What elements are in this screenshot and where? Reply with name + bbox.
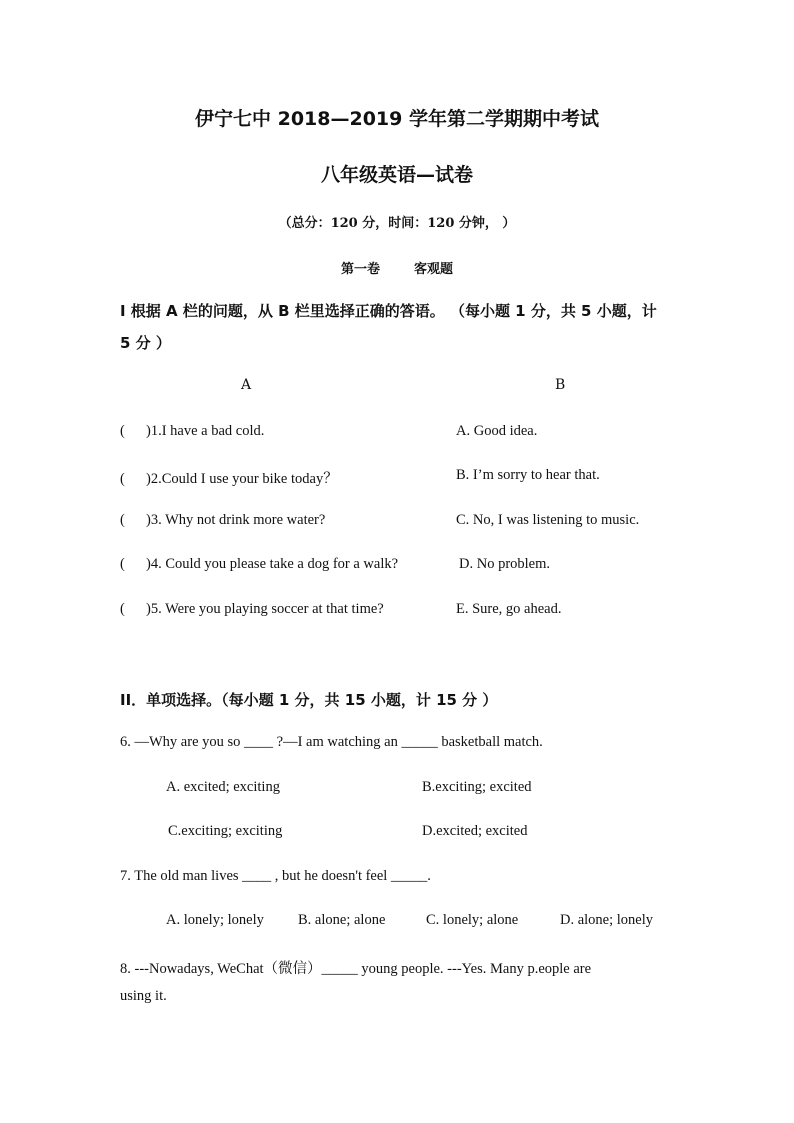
column-b-header: B [555, 377, 566, 393]
q7-option-b[interactable]: B. alone; alone [298, 912, 386, 928]
answer-paren[interactable]: ( [120, 512, 125, 528]
matching-question-3: ( )3. Why not drink more water? [120, 512, 326, 528]
question-8-stem-continued: using it. [120, 988, 167, 1004]
matching-answer-a: A. Good idea. [456, 423, 538, 439]
section1-heading-line2: 5 分 ） [120, 334, 171, 352]
section2-heading: II．单项选择。（每小题 1 分，共 15 小题，计 15 分 ） [120, 691, 498, 709]
q6-option-c[interactable]: C.exciting; exciting [168, 823, 283, 839]
column-a-header: A [241, 377, 252, 393]
question-8-stem: 8. ---Nowadays, WeChat（微信）_____ young people. ---Yes. Many p.eople are [120, 961, 592, 977]
question-7-stem: 7. The old man lives ____ , but he doesn't feel _____. [120, 868, 431, 884]
q6-option-b[interactable]: B.exciting; excited [422, 779, 532, 795]
question-6-stem: 6. —Why are you so ____ ?—I am watching an _____ basketball match. [120, 734, 543, 750]
part-heading [0, 258, 794, 277]
matching-question-2: ( )2.Could I use your bike today？ [120, 471, 338, 487]
matching-question-1: ( )1.I have a bad cold. [120, 423, 265, 439]
part-label: 第一卷 [340, 262, 380, 277]
matching-answer-d: D. No problem. [459, 556, 551, 572]
q7-option-c[interactable]: C. lonely; alone [426, 912, 519, 928]
matching-answer-c: C. No, I was listening to music. [456, 512, 640, 528]
exam-title: 伊宁七中 2018—2019 学年第二学期期中考试 [195, 108, 599, 130]
matching-question-5: ( )5. Were you playing soccer at that time? [120, 601, 384, 617]
score-info: （总分：120 分，时间：120 分钟， ） [278, 216, 516, 231]
answer-paren[interactable]: ( [120, 423, 125, 439]
section1-heading-line1: I 根据 A 栏的问题，从 B 栏里选择正确的答语。 （每小题 1 分，共 5 小题，计 [120, 302, 657, 320]
answer-paren[interactable]: ( [120, 601, 125, 617]
q7-option-a[interactable]: A. lonely; lonely [166, 912, 264, 928]
q6-option-d[interactable]: D.excited; excited [422, 823, 528, 839]
answer-paren[interactable]: ( [120, 556, 125, 572]
q7-option-d[interactable]: D. alone; lonely [560, 912, 654, 928]
exam-subtitle: 八年级英语—试卷 [320, 164, 473, 186]
q6-option-a[interactable]: A. excited; exciting [166, 779, 280, 795]
matching-answer-e: E. Sure, go ahead. [456, 601, 562, 617]
part-name: 客观题 [414, 262, 454, 277]
matching-answer-b: B. I’m sorry to hear that. [456, 467, 600, 483]
answer-paren[interactable]: ( [120, 471, 125, 487]
matching-question-4: ( )4. Could you please take a dog for a walk? [120, 556, 399, 572]
